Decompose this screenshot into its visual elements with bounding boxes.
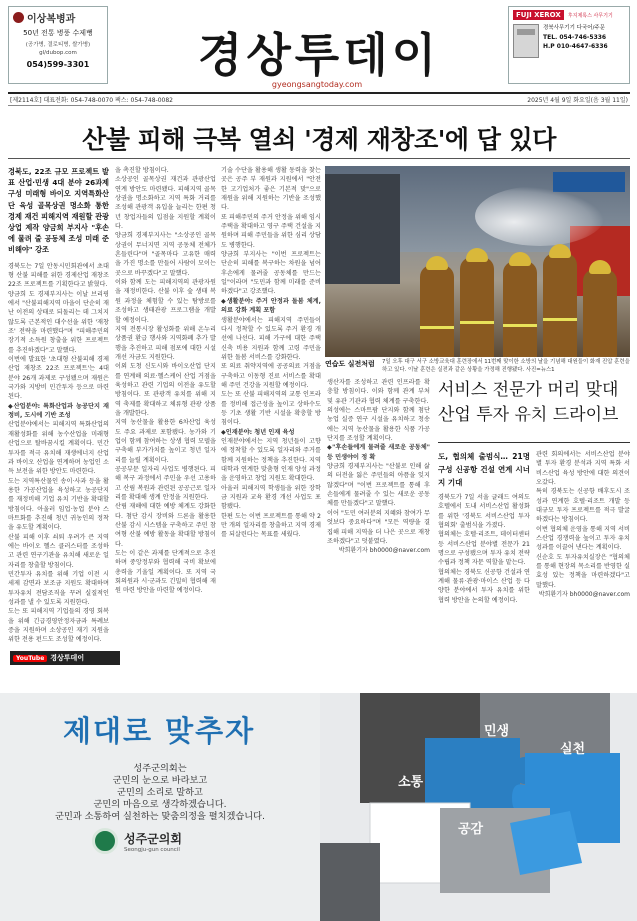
water-spray bbox=[475, 186, 605, 246]
paragraph: 공공부문 일자리 사업도 병행된다. 피해 복구 과정에서 주민을 우선 고용하고 산림 복원과 관련된 공공근로 일자리를 확대해 생계 안정을 지원한다. bbox=[115, 466, 216, 502]
paragraph: 산불 피해 이후 쇠퇴 우려가 큰 지역에는 바이오 헬스 클러스터를 조성하고 관련 연구기관을 유치해 새로운 일자리를 창출할 방침이다. bbox=[8, 533, 109, 569]
puzzle-label: 민생 bbox=[484, 724, 510, 739]
issue-info: [제2114호] 대표전화: 054-748-0070 팩스: 054-748-0082 bbox=[10, 97, 173, 104]
section-head: ◆생활분야: 주거 안정과 돌봄 체계, 의료 강화 계획 포함 bbox=[221, 297, 321, 315]
ad-company: 경북사무기기 다국어/주문 bbox=[543, 25, 606, 31]
issue-date: 2025년 4월 9일 화요일(음 3월 11일) bbox=[527, 97, 628, 104]
firefighter bbox=[420, 265, 454, 357]
ad-text bbox=[543, 24, 608, 58]
ad-line1: 50년 전통 병풍 수제뻥 bbox=[23, 29, 93, 37]
paragraph: 한편 도는 이번 프로젝트를 통해 약 2만 개의 일자리를 창출하고 지역 경제를 되살린다는 목표를 세웠다. bbox=[221, 512, 321, 539]
ad-phone: 054)599-3301 bbox=[26, 60, 90, 69]
masthead-title[interactable]: 경상투데이 bbox=[197, 28, 441, 82]
helmet-icon bbox=[426, 256, 448, 270]
paragraph: 소상공인 골목상권 재건과 관광산업 연계 방안도 마련됐다. 피해지역 골목상권을 명소화하고 지역 특화 거리를 조성해 관광객 유입을 늘리는 한편 청년 창업자들의 입점을 지원할 계획이다. bbox=[115, 176, 216, 231]
paragraph: 또 의료 취약지역에 공공의료 거점을 구축하고 이동형 진료 서비스를 확대해 주민 건강을 지원할 예정이다. bbox=[221, 363, 321, 389]
helmet-icon bbox=[509, 252, 531, 266]
paragraph: 도는 또 피해지역 기업들의 경영 회복을 위해 긴급경영안정자금과 특례보증을 지원하며 소상공인 재기 지원을 위한 전용 펀드도 조성할 예정이다. bbox=[8, 608, 109, 644]
brand-mark-icon bbox=[13, 12, 24, 23]
paragraph: 민간투자 유치를 위해 기업 이전 시 세제 감면과 보조금 지원도 확대하며 투자유치 전담조직을 꾸려 실질적인 성과를 낼 수 있도록 지원한다. bbox=[8, 570, 109, 606]
reflective-stripe bbox=[420, 326, 454, 329]
puzzle-label: 소통 bbox=[398, 775, 424, 790]
sub-divider bbox=[438, 442, 630, 443]
paragraph: 특히 경북도는 신공항 배후도시 조성과 연계한 호텔·리조트 개발 등 대규모 투자 프로젝트를 적극 발굴하겠다는 방침이다. bbox=[536, 488, 630, 524]
banner-title: 제대로 맞추자 bbox=[63, 714, 256, 748]
byline: 박희환기자 bh0000@naver.com bbox=[538, 591, 630, 599]
article-column-5 bbox=[438, 450, 530, 676]
right-ad-box[interactable] bbox=[508, 6, 630, 84]
firefighter bbox=[543, 253, 577, 357]
ad-logo bbox=[13, 10, 103, 25]
reflective-stripe bbox=[543, 318, 577, 321]
council-seal-icon bbox=[92, 828, 118, 854]
council-name: 성주군의회 bbox=[124, 831, 182, 846]
paragraph: 생활분야에서는 피해지역 주민들이 다시 정착할 수 있도록 주거 환경 개선에 나선다. 피해 가구에 대한 주택 신축 비용 지원과 함께 고령 주민을 위한 돌봄 서비스를 강화한다. bbox=[221, 316, 321, 361]
paragraph: 이번 협의체 운영을 통해 지역 서비스산업 경쟁력을 높이고 투자 유치 성과를 이끌어 낸다는 계획이다. bbox=[536, 525, 630, 552]
brand-logo: FUJI XEROX bbox=[513, 10, 564, 20]
paragraph: 지역 전통시장 활성화를 위해 온누리상품권 환급 행사와 지역화폐 추가 발행을 추진하고 피해 점포에 대한 시설 개선 자금도 지원한다. bbox=[115, 325, 216, 361]
banner-line: 군민의 소리로 말하고 bbox=[117, 787, 203, 798]
paragraph: 경북도는 7일 안동시민회관에서 초대형 산불 피해를 위한 경제산업 재창조 22조 프로젝트를 기획한다고 밝혔다. bbox=[8, 262, 109, 289]
council-text bbox=[124, 830, 182, 853]
headline-divider bbox=[8, 158, 630, 159]
paragraph: 산림 재해에 대한 예방 체계도 강화한다. 첨단 감시 장비와 드론을 활용한 산불 감시 시스템을 구축하고 주민 참여형 산불 예방 활동을 확대할 방침이다. bbox=[115, 503, 216, 548]
paragraph: 지역 농산물을 활용한 6차산업 육성도 주요 과제로 포함됐다. 농가와 기업이 함께 참여하는 상생 협력 모델을 구축해 부가가치를 높이고 청년 일자리를 늘릴 계획이다. bbox=[115, 419, 216, 464]
paragraph: 또 피해주민의 주거 안정을 위해 임시주택을 확대하고 영구 주택 건설을 지원하며 피해 주민들을 위한 심리 상담도 병행한다. bbox=[221, 213, 321, 249]
paragraph: 의성에는 스마트팜 단지와 함께 첨단 농업 실증 연구 시설을 유치하고 청송에는 지역 농산물을 활용한 식품 가공단지를 조성할 계획이다. bbox=[327, 407, 430, 443]
section-head: ◆"후손들에게 물려줄 새로운 공동체" 등 민생야이 정 확 bbox=[327, 444, 430, 461]
paragraph: 이어 "도민 여러분의 지혜와 참여가 무엇보다 중요하다"며 "모든 역량을 결집해 피해 지역을 더 나은 곳으로 재창조하겠다"고 덧붙였다. bbox=[327, 509, 430, 545]
photo-caption: 7일 오후 대구 서구 소방교육대 훈련장에서 11번째 맞이한 소방의 날을 기념해 대원들이 화재 진압 훈련을 하고 있다. 이날 훈련은 실전과 같은 상황을 가정해 진행됐다. 사진=뉴스1 bbox=[382, 359, 630, 373]
firefighter bbox=[460, 257, 494, 357]
council-logo bbox=[92, 828, 182, 854]
reflective-stripe bbox=[503, 324, 537, 327]
paragraph: 이외 도청 신도시와 바이오산업 단지를 연계해 의료·헬스케어 산업 거점을 육성하고 관련 기업의 이전을 유도할 방침이다. 또 관광객 유치를 위해 지역 축제를 확대하고 체류형 관광 상품을 개발한다. bbox=[115, 363, 216, 417]
ad-tel: TEL. 054-746-5336 bbox=[543, 34, 607, 41]
paragraph: 도는 지역특산물인 송이·사과 등을 활용한 가공산업을 육성하고 농공단지를 재정비해 기업 유치 기반을 확대할 방침이다. 아울러 임업·농업 분야 스마트화를 추진해 청년 귀농인의 정착을 유도할 계획이다. bbox=[8, 477, 109, 532]
ad-name: 이상복병과 bbox=[27, 14, 76, 25]
brand-sub: 후지제록스 사무기기 bbox=[567, 12, 613, 19]
article-column-6 bbox=[536, 450, 630, 676]
paragraph: 협의체는 호텔·리조트, 데이터센터 등 서비스산업 분야별 전문가 21명으로 구성됐으며 투자 유치 전략 수립과 정책 자문 역할을 맡는다. bbox=[438, 531, 530, 567]
article-column-4 bbox=[327, 378, 430, 676]
puzzle-piece-dark bbox=[320, 843, 380, 921]
ad-brand bbox=[513, 10, 625, 20]
paragraph: 양금희 부지사는 "이번 프로젝트는 단순히 피해를 복구하는 차원을 넘어 후손에게 물려줄 공동체를 만드는 일"이라며 "도민과 함께 미래를 준비하겠다"고 강조했다. bbox=[221, 251, 321, 296]
banner-line: 성주군의회는 bbox=[133, 763, 187, 774]
section-head: ◆산업분야: 특화산업과 농공단지 재정비, 도시에 기반 조성 bbox=[8, 402, 109, 420]
photo-building bbox=[325, 174, 400, 284]
photo-caption-title: 연습도 실전처럼 bbox=[325, 360, 375, 368]
banner-line: 군민의 눈으로 바라보고 bbox=[112, 775, 208, 786]
ad-site: gl/dubop.com bbox=[39, 50, 77, 56]
paragraph: 산업분야에서는 피해지역 특화산업의 재활성화를 위해 농수산업을 미래형 산업으로 탈바꿈시킬 계획이다. 민간투자를 적극 유치해 재생에너지 산업과 바이오 산업을 연계하며 농업인 소득 보전을 위한 방안도 마련한다. bbox=[8, 421, 109, 476]
paragraph: 도는 이 같은 과제를 단계적으로 추진하며 중앙정부와 협력해 국비 확보에 총력을 기울일 계획이다. 또 지역 국회의원과 시·군과도 긴밀히 협력해 재원 마련 방안을 마련할 예정이다. bbox=[115, 550, 216, 595]
masthead-url[interactable]: gyeongsangtoday.com bbox=[271, 80, 363, 89]
youtube-banner[interactable] bbox=[10, 651, 120, 665]
left-ad-box[interactable] bbox=[8, 6, 108, 84]
article-column-3 bbox=[221, 166, 321, 676]
main-headline[interactable]: 산불 피해 극복 열쇠 '경제 재창조'에 답 있다 bbox=[82, 125, 556, 154]
council-ad-banner[interactable] bbox=[0, 693, 637, 921]
ad-hp: H.P 010-4647-6336 bbox=[543, 43, 608, 50]
paragraph: 경북도가 7일 서울 글래드 여의도 호텔에서 도내 서비스산업 활성화를 위한 '경북도 서비스산업 투자협의회' 출범식을 가졌다. bbox=[438, 494, 530, 530]
article-column-2 bbox=[115, 166, 216, 676]
banner-line: 군민과 소통하여 실천하는 맞춤의정을 펼치겠습니다. bbox=[55, 811, 265, 822]
article-column-1 bbox=[8, 166, 109, 646]
sub-headline-line1: 서비스 전문가 머리 맞대 bbox=[438, 380, 619, 400]
ad-body bbox=[513, 24, 625, 58]
sub-headline[interactable] bbox=[438, 378, 630, 428]
youtube-icon: YouTube bbox=[13, 655, 47, 662]
dateline bbox=[8, 92, 630, 106]
sub-headline-line2: 산업 투자 유치 드라이브 bbox=[438, 405, 619, 425]
ad-line2: (공가병, 결로티병, 쌀가병) bbox=[25, 42, 91, 48]
paragraph: 을 촉진할 방침이다. bbox=[115, 167, 169, 174]
paragraph: 신순호 도 투자유치실장은 "협의체를 통해 현장의 목소리를 반영한 실효성 있는 정책을 마련하겠다"고 말했다. bbox=[536, 553, 630, 589]
article-lede: 경북도, 22조 규모 프로젝트 발표 산업·민생 4대 분야 26과제 구성 미래형 바이오 지역특화산단 육성 골목상권 명소화 통한 경제 재건 피해지역 재원할 관광상업 제작 양금희 부지사 "후손에 물려 줄 공동체 조성 미래 준비해야" 강조 bbox=[8, 167, 109, 255]
youtube-label: 경상투데이 bbox=[50, 654, 85, 662]
puzzle-label: 공감 bbox=[458, 822, 484, 837]
council-name-en: Seongju-gun council bbox=[124, 846, 180, 853]
reflective-stripe bbox=[460, 321, 494, 324]
banner-line: 군민의 마음으로 생각하겠습니다. bbox=[93, 799, 227, 810]
paragraph: 관련 회의에서는 서비스산업 분야별 투자 환경 분석과 지역 특화 서비스산업 육성 방안에 대한 의견이 오갔다. bbox=[536, 451, 630, 487]
paragraph: 이와 함께 도는 피해지역의 관광자원을 재정비한다. 산불 이후 숲 생태 복원 과정을 체험할 수 있는 탐방로를 조성하고 생태관광 프로그램을 개발할 예정이다. bbox=[115, 279, 216, 324]
paragraph: 아울러 피해지역 학생들을 위한 장학금 지원과 교육 환경 개선 사업도 포함됐다. bbox=[221, 484, 321, 511]
copier-icon bbox=[513, 24, 539, 58]
section-head: ◆인재분야: 청년 인재 육성 bbox=[221, 428, 295, 436]
sub-lede: 도, 협의체 출범식… 21명 구성 신공항 건설 연계 시너지 기대 bbox=[438, 452, 530, 487]
paragraph: 협의체는 경북도 신공항 건설과 연계해 물류·관광·마이스 산업 등 다양한 분야에서 투자 유치를 위한 협력 방안을 논의할 예정이다. bbox=[438, 568, 530, 604]
news-photo-firefighters[interactable] bbox=[325, 166, 630, 357]
paragraph: 인재분야에서는 지역 청년들이 고향에 정착할 수 있도록 일자리와 주거를 함께 지원하는 정책을 추진한다. 지역 대학과 연계한 맞춤형 인재 양성 과정을 운영하고 창업 지원도 확대한다. bbox=[221, 437, 321, 483]
puzzle-label: 실천 bbox=[560, 742, 586, 757]
paragraph: 생산자를 조성하고 관련 인프라를 확충할 방침이다. 이와 함께 관계 부처 및 유관 기관과 협력 체계를 구축한다. bbox=[327, 379, 430, 405]
paragraph: 양금희 경제부지사는 "산불로 인해 삶의 터전을 잃은 주민들의 아픔을 잊지 않겠다"며 "이번 프로젝트를 통해 후손들에게 물려줄 수 있는 새로운 공동체를 만들겠다"고 말했다. bbox=[327, 463, 430, 508]
firefighter bbox=[503, 261, 537, 357]
paragraph: 양금희 도 경제부지사는 이날 브리핑에서 "산불피해지역 마을이 단순히 재난 이전의 상태로 되돌리는 데 그치지 않도록 근본적인 대수선을 위한 '재창조' 전략을 마련했다"며 "피해주민의 장기적 소득원 창출을 위한 프로젝트를 추진하겠다"고 말했다. bbox=[8, 290, 109, 354]
paragraph: 이번에 발표한 '초대형 산불피해 경제산업 재창조 22조 프로젝트'는 4대 분야 26개 과제로 구성됐으며 재원은 국가와 지방비 민간투자 등으로 마련된다. bbox=[8, 356, 109, 401]
paragraph: 도는 또 산불 피해지역의 교통 인프라를 정비해 접근성을 높이고 상하수도 등 기초 생활 기반 시설을 확충할 방침이다. bbox=[221, 391, 321, 427]
firefighter bbox=[583, 269, 617, 357]
paragraph: 기술 수단을 활용해 생활 동력을 찾는 곳은 공주 부 재원과 지원에서 "안전한 고기업처가 좋은 기본적 맞"으로 재원을 위해 지원하는 기반을 조성했다. bbox=[221, 167, 321, 212]
paragraph: 양금희 경제부지사는 "소상공인 골목상권이 무너지면 지역 공동체 전체가 흔들린다"며 "골목마다 고유한 매력을 가진 명소를 만들어 사람이 모이는 곳으로 바꾸겠다"고 말했다. bbox=[115, 232, 216, 277]
byline: 박희환기자 bh0000@naver.com bbox=[338, 547, 430, 555]
puzzle-graphic bbox=[320, 693, 637, 921]
